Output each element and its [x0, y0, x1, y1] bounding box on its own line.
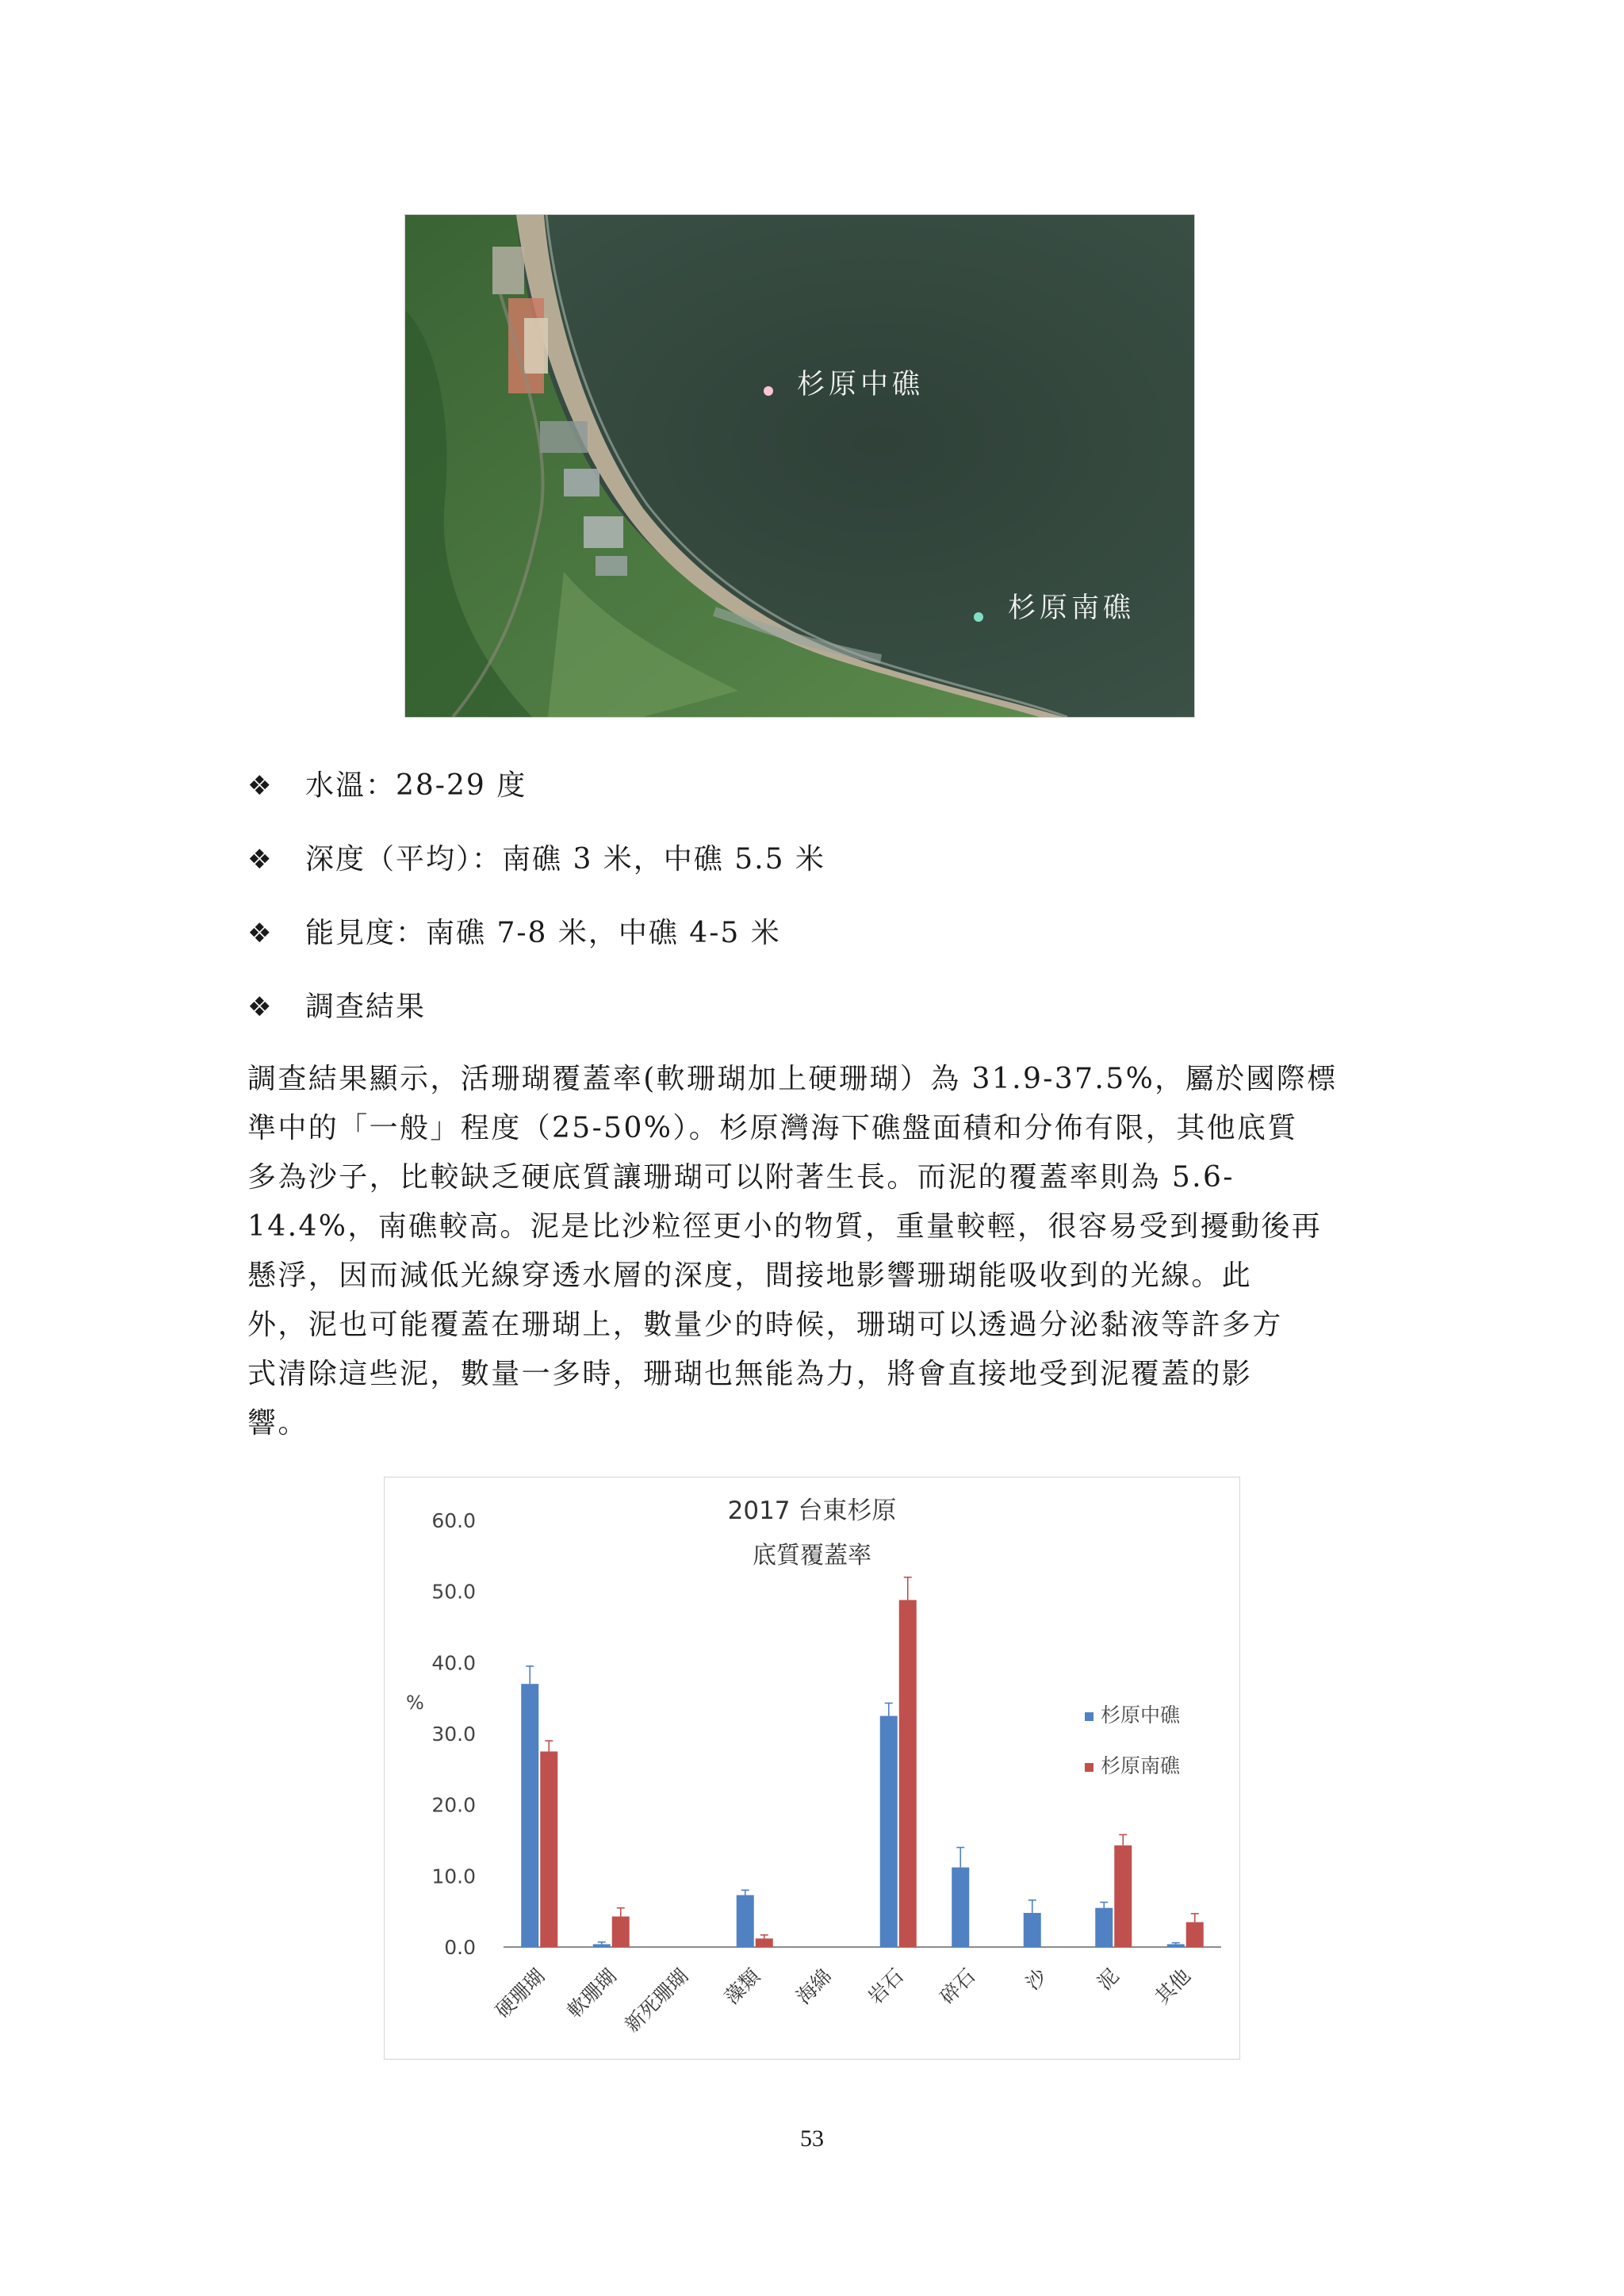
paragraph-line: 準中的「一般」程度（25-50%）。杉原灣海下礁盤面積和分佈有限，其他底質	[247, 1112, 1298, 1144]
bar	[1114, 1846, 1132, 1947]
middle-reef-marker	[764, 386, 773, 396]
bar	[521, 1684, 538, 1947]
satellite-map	[404, 214, 1195, 718]
paragraph-line: 懸浮，因而減低光線穿透水層的深度，間接地影響珊瑚能吸收到的光線。此	[247, 1259, 1253, 1292]
x-tick-label: 硬珊瑚	[490, 1964, 550, 2023]
bullet-text: 調查結果	[305, 991, 427, 1023]
south-reef-marker	[974, 612, 983, 622]
bar	[899, 1600, 917, 1947]
y-tick-label: 50.0	[431, 1580, 476, 1604]
diamond-cluster-icon: ❖	[247, 991, 272, 1023]
map-image	[405, 215, 1194, 717]
x-tick-label: 碎石	[935, 1964, 980, 2009]
diamond-cluster-icon: ❖	[247, 844, 272, 876]
x-tick-label: 海綿	[791, 1964, 837, 2009]
chart-svg	[385, 1478, 1239, 2059]
page-number: 53	[800, 2125, 824, 2152]
bar	[540, 1751, 557, 1947]
chart-title: 2017 台東杉原	[727, 1497, 897, 1525]
y-tick-label: 40.0	[431, 1651, 476, 1675]
bar	[756, 1938, 773, 1947]
paragraph-line: 外，泥也可能覆蓋在珊瑚上，數量少的時候，珊瑚可以透過分泌黏液等許多方	[247, 1309, 1283, 1341]
bar	[1024, 1913, 1041, 1947]
x-tick-label: 藻類	[720, 1964, 764, 2009]
chart-subtitle: 底質覆蓋率	[753, 1542, 871, 1570]
bar	[880, 1716, 898, 1947]
y-axis-label: %	[406, 1692, 424, 1714]
bar	[593, 1944, 611, 1947]
legend-label: 杉原中礁	[1101, 1704, 1181, 1727]
y-tick-label: 20.0	[431, 1793, 476, 1817]
south-reef-label: 杉原南礁	[1008, 592, 1136, 624]
bar	[612, 1916, 630, 1947]
bullet-text: 能見度：南礁 7-8 米，中礁 4-5 米	[305, 917, 781, 949]
y-tick-label: 10.0	[431, 1865, 476, 1888]
bullet-text: 深度（平均）：南礁 3 米，中礁 5.5 米	[305, 843, 825, 876]
legend-swatch	[1085, 1763, 1094, 1772]
middle-reef-label: 杉原中礁	[797, 369, 925, 401]
x-tick-label: 岩石	[864, 1964, 908, 2009]
paragraph-line: 多為沙子，比較缺乏硬底質讓珊瑚可以附著生長。而泥的覆蓋率則為 5.6-	[247, 1161, 1235, 1194]
bar	[952, 1868, 969, 1947]
x-tick-label: 其他	[1151, 1964, 1195, 2009]
paragraph-line: 14.4%，南礁較高。泥是比沙粒徑更小的物質，重量較輕，很容易受到擾動後再	[247, 1210, 1323, 1243]
diamond-cluster-icon: ❖	[247, 770, 272, 802]
results-paragraph	[247, 1055, 1389, 1448]
y-tick-label: 0.0	[444, 1936, 476, 1959]
legend-label: 杉原南礁	[1101, 1754, 1181, 1777]
legend-swatch	[1085, 1712, 1094, 1721]
x-tick-label: 泥	[1093, 1964, 1124, 1995]
diamond-cluster-icon: ❖	[247, 918, 272, 949]
paragraph-line: 式清除這些泥，數量一多時，珊瑚也無能為力，將會直接地受到泥覆蓋的影	[247, 1358, 1253, 1390]
bar	[1186, 1922, 1204, 1947]
bullet-text: 水溫：28-29 度	[305, 769, 527, 802]
y-tick-label: 60.0	[431, 1509, 476, 1532]
substrate-coverage-chart	[384, 1477, 1240, 2060]
bar	[1095, 1908, 1113, 1947]
x-tick-label: 沙	[1021, 1964, 1051, 1995]
bar	[1167, 1944, 1185, 1947]
y-tick-label: 30.0	[431, 1723, 476, 1746]
bar	[737, 1895, 754, 1947]
x-tick-label: 新死珊瑚	[620, 1964, 693, 2037]
paragraph-line: 響。	[247, 1407, 308, 1439]
x-tick-label: 軟珊瑚	[562, 1964, 621, 2023]
paragraph-line: 調查結果顯示，活珊瑚覆蓋率(軟珊瑚加上硬珊瑚）為 31.9-37.5%，屬於國際標	[247, 1063, 1338, 1095]
